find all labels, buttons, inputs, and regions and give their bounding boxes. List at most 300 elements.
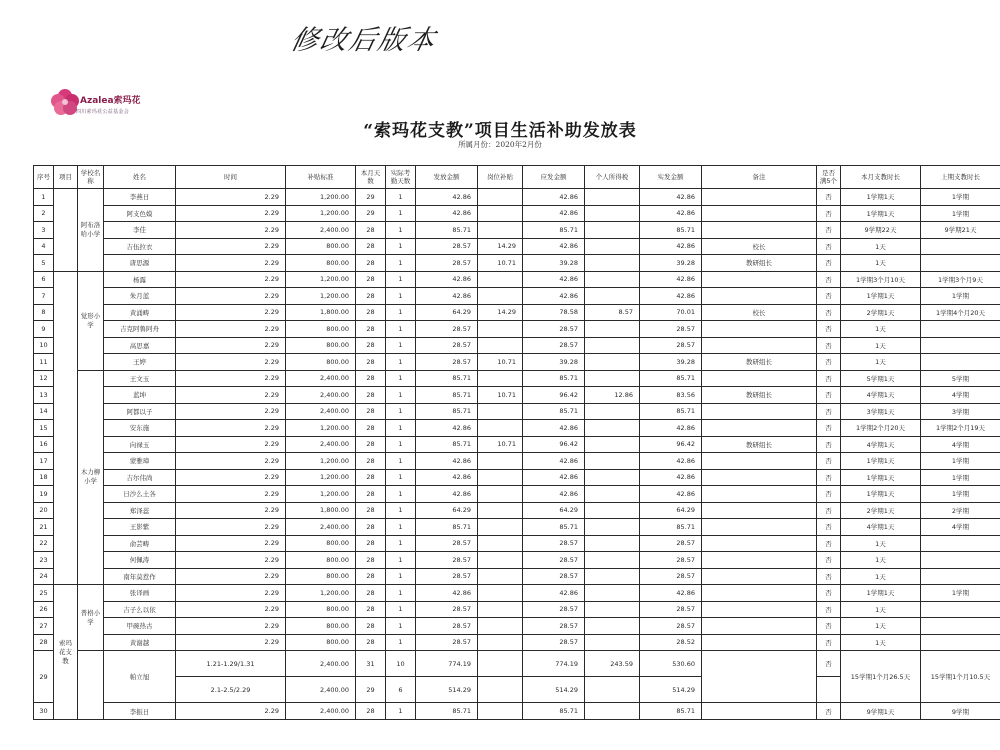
cell-amount: 42.86 (416, 288, 478, 305)
cell-current-duration: 1学期1天 (841, 486, 921, 503)
cell-post-subsidy (478, 568, 523, 585)
col-header: 补贴标准 (286, 166, 356, 189)
cell-name: 向禄玉 (104, 436, 176, 453)
cell-prev-duration: 1学期 (921, 585, 1000, 602)
cell-current-duration: 5学期1天 (841, 370, 921, 387)
cell-attendance: 1 (386, 370, 416, 387)
cell-due: 42.86 (523, 288, 585, 305)
col-header: 姓名 (104, 166, 176, 189)
cell-net: 42.86 (640, 238, 702, 255)
cell-due: 42.86 (523, 189, 585, 206)
col-header: 上期支教时长 (921, 166, 1000, 189)
cell-prev-duration (921, 618, 1000, 635)
cell-school: 木力柳小学 (78, 370, 104, 585)
table-row (34, 255, 1000, 272)
cell-tax: 8.57 (585, 304, 640, 321)
cell-standard: 800.00 (286, 354, 356, 371)
cell-standard: 1,200.00 (286, 453, 356, 470)
cell-current-duration: 4学期1天 (841, 436, 921, 453)
cell-amount: 85.71 (416, 222, 478, 239)
cell-school (78, 651, 104, 720)
cell-standard: 2,400.00 (286, 222, 356, 239)
cell-tax (585, 634, 640, 651)
cell-month-days: 28 (356, 420, 386, 437)
cell-name: 王影紫 (104, 519, 176, 536)
cell-net: 42.86 (640, 271, 702, 288)
cell-five-months: 否 (817, 370, 841, 387)
col-header: 是否满5个 (817, 166, 841, 189)
cell-five-months: 否 (817, 585, 841, 602)
table-row (34, 288, 1000, 305)
cell-month-days: 28 (356, 354, 386, 371)
col-header: 实际考勤天数 (386, 166, 416, 189)
cell-five-months: 否 (817, 255, 841, 272)
cell-post-subsidy (478, 585, 523, 602)
cell-amount: 28.57 (416, 552, 478, 569)
cell-five-months (817, 677, 841, 703)
cell-attendance: 1 (386, 601, 416, 618)
cell-attendance: 1 (386, 321, 416, 338)
cell-name: 张译画 (104, 585, 176, 602)
cell-net: 28.57 (640, 552, 702, 569)
cell-index: 16 (34, 436, 54, 453)
table-row (34, 519, 1000, 536)
cell-standard: 1,200.00 (286, 205, 356, 222)
cell-due: 514.29 (523, 677, 585, 703)
cell-attendance: 1 (386, 205, 416, 222)
table-body (34, 189, 1000, 720)
cell-current-duration: 2学期1天 (841, 502, 921, 519)
cell-index: 4 (34, 238, 54, 255)
cell-due: 85.71 (523, 519, 585, 536)
cell-name: 黄谢越 (104, 634, 176, 651)
cell-standard: 800.00 (286, 255, 356, 272)
cell-attendance: 1 (386, 354, 416, 371)
cell-five-months: 否 (817, 486, 841, 503)
cell-amount: 64.29 (416, 304, 478, 321)
cell-index: 30 (34, 703, 54, 720)
cell-index: 2 (34, 205, 54, 222)
cell-time: 2.29 (176, 618, 286, 635)
cell-month-days: 28 (356, 370, 386, 387)
cell-note: 教研组长 (702, 354, 817, 371)
logo-brand: Azalea索玛花 (80, 96, 141, 106)
cell-name: 蓝坤 (104, 387, 176, 404)
cell-month-days: 28 (356, 552, 386, 569)
cell-net: 85.71 (640, 370, 702, 387)
cell-time: 2.29 (176, 354, 286, 371)
cell-due: 28.57 (523, 618, 585, 635)
cell-name: 王婷 (104, 354, 176, 371)
cell-tax (585, 222, 640, 239)
cell-index: 20 (34, 502, 54, 519)
cell-month-days: 28 (356, 519, 386, 536)
cell-school: 普格小学 (78, 585, 104, 651)
cell-name: 朱月蓝 (104, 288, 176, 305)
cell-attendance: 1 (386, 453, 416, 470)
cell-due: 85.71 (523, 403, 585, 420)
cell-tax (585, 618, 640, 635)
cell-note (702, 271, 817, 288)
cell-current-duration: 1天 (841, 618, 921, 635)
cell-due: 39.28 (523, 354, 585, 371)
cell-month-days: 31 (356, 651, 386, 677)
cell-post-subsidy (478, 321, 523, 338)
cell-attendance: 1 (386, 568, 416, 585)
cell-attendance: 1 (386, 552, 416, 569)
cell-net: 83.56 (640, 387, 702, 404)
cell-due: 28.57 (523, 535, 585, 552)
cell-note (702, 205, 817, 222)
cell-current-duration: 15学期1个月26.5天 (841, 651, 921, 703)
cell-time: 2.29 (176, 436, 286, 453)
cell-amount: 85.71 (416, 370, 478, 387)
cell-index: 5 (34, 255, 54, 272)
cell-time: 2.29 (176, 502, 286, 519)
cell-five-months: 否 (817, 205, 841, 222)
cell-attendance: 1 (386, 271, 416, 288)
cell-month-days: 28 (356, 255, 386, 272)
cell-standard: 800.00 (286, 321, 356, 338)
cell-prev-duration: 2学期 (921, 502, 1000, 519)
cell-note (702, 453, 817, 470)
cell-prev-duration: 3学期 (921, 403, 1000, 420)
cell-note (702, 403, 817, 420)
cell-attendance: 1 (386, 618, 416, 635)
cell-attendance: 6 (386, 677, 416, 703)
cell-attendance: 1 (386, 403, 416, 420)
cell-amount: 42.86 (416, 189, 478, 206)
table-row (34, 403, 1000, 420)
cell-net: 42.86 (640, 205, 702, 222)
cell-current-duration: 1学期1天 (841, 585, 921, 602)
cell-current-duration: 1天 (841, 634, 921, 651)
cell-note (702, 321, 817, 338)
cell-net: 85.71 (640, 703, 702, 720)
cell-amount: 85.71 (416, 403, 478, 420)
cell-amount: 514.29 (416, 677, 478, 703)
cell-time: 2.29 (176, 420, 286, 437)
cell-prev-duration: 9学期21天 (921, 222, 1000, 239)
cell-net: 42.86 (640, 288, 702, 305)
cell-current-duration: 3学期1天 (841, 403, 921, 420)
cell-five-months: 否 (817, 651, 841, 677)
table-row (34, 469, 1000, 486)
cell-prev-duration (921, 634, 1000, 651)
cell-index: 28 (34, 634, 54, 651)
cell-time: 2.29 (176, 486, 286, 503)
cell-name: 俞芸畴 (104, 535, 176, 552)
cell-five-months: 否 (817, 420, 841, 437)
cell-attendance: 1 (386, 634, 416, 651)
cell-time: 2.29 (176, 321, 286, 338)
cell-due: 85.71 (523, 370, 585, 387)
cell-prev-duration: 15学期1个月10.5天 (921, 651, 1000, 703)
table-row (34, 205, 1000, 222)
cell-index: 21 (34, 519, 54, 536)
cell-prev-duration (921, 535, 1000, 552)
cell-name: 唐思源 (104, 255, 176, 272)
col-header: 备注 (702, 166, 817, 189)
cell-due: 96.42 (523, 387, 585, 404)
cell-amount: 85.71 (416, 703, 478, 720)
cell-tax (585, 585, 640, 602)
cell-due: 64.29 (523, 502, 585, 519)
cell-due: 28.57 (523, 552, 585, 569)
cell-name: 李佳 (104, 222, 176, 239)
cell-index: 17 (34, 453, 54, 470)
cell-prev-duration (921, 321, 1000, 338)
cell-post-subsidy (478, 453, 523, 470)
cell-prev-duration: 4学期 (921, 519, 1000, 536)
cell-standard: 2,400.00 (286, 677, 356, 703)
cell-month-days: 28 (356, 601, 386, 618)
cell-net: 28.57 (640, 321, 702, 338)
cell-amount: 85.71 (416, 436, 478, 453)
cell-standard: 2,400.00 (286, 387, 356, 404)
cell-net: 39.28 (640, 255, 702, 272)
table-row (34, 436, 1000, 453)
cell-standard: 1,200.00 (286, 288, 356, 305)
cell-tax: 243.59 (585, 651, 640, 677)
document-title: “索玛花支教”项目生活补助发放表 (363, 121, 637, 141)
cell-five-months: 否 (817, 519, 841, 536)
cell-net: 28.57 (640, 535, 702, 552)
cell-net: 514.29 (640, 677, 702, 703)
cell-five-months: 否 (817, 601, 841, 618)
cell-current-duration: 1学期1天 (841, 205, 921, 222)
cell-post-subsidy (478, 288, 523, 305)
cell-note: 教研组长 (702, 387, 817, 404)
cell-amount: 42.86 (416, 486, 478, 503)
cell-index: 18 (34, 469, 54, 486)
cell-name: 阿都以子 (104, 403, 176, 420)
cell-net: 85.71 (640, 222, 702, 239)
cell-note (702, 420, 817, 437)
cell-index: 8 (34, 304, 54, 321)
cell-attendance: 1 (386, 703, 416, 720)
cell-name: 甲碗热古 (104, 618, 176, 635)
cell-prev-duration: 1学期 (921, 288, 1000, 305)
cell-attendance: 1 (386, 519, 416, 536)
cell-index: 26 (34, 601, 54, 618)
cell-post-subsidy (478, 601, 523, 618)
cell-index: 11 (34, 354, 54, 371)
cell-tax (585, 255, 640, 272)
cell-tax (585, 436, 640, 453)
cell-time: 2.29 (176, 535, 286, 552)
cell-name: 吉克阿鲁阿舟 (104, 321, 176, 338)
cell-index: 15 (34, 420, 54, 437)
cell-index: 19 (34, 486, 54, 503)
cell-due: 78.58 (523, 304, 585, 321)
cell-time: 2.29 (176, 469, 286, 486)
cell-name: 帕立旭 (104, 651, 176, 703)
cell-amount: 42.86 (416, 271, 478, 288)
cell-month-days: 28 (356, 387, 386, 404)
cell-name: 吉伍拉衣 (104, 238, 176, 255)
cell-month-days: 28 (356, 568, 386, 585)
cell-month-days: 28 (356, 486, 386, 503)
cell-prev-duration: 1学期 (921, 453, 1000, 470)
cell-prev-duration: 1学期2个月19天 (921, 420, 1000, 437)
subsidy-table (33, 165, 1000, 720)
cell-time: 2.29 (176, 238, 286, 255)
cell-note: 校长 (702, 304, 817, 321)
cell-tax (585, 453, 640, 470)
cell-name: 蒙雅璋 (104, 453, 176, 470)
cell-amount: 64.29 (416, 502, 478, 519)
cell-current-duration: 1学期2个月20天 (841, 420, 921, 437)
cell-standard: 2,400.00 (286, 651, 356, 677)
cell-time: 2.29 (176, 271, 286, 288)
cell-prev-duration: 9学期 (921, 703, 1000, 720)
cell-time: 1.21-1.29/1.31 (176, 651, 286, 677)
cell-due: 42.86 (523, 238, 585, 255)
cell-tax (585, 568, 640, 585)
cell-tax (585, 337, 640, 354)
cell-time: 2.29 (176, 585, 286, 602)
cell-note (702, 634, 817, 651)
col-header: 项目 (54, 166, 78, 189)
cell-tax (585, 703, 640, 720)
cell-note (702, 486, 817, 503)
cell-current-duration: 1天 (841, 601, 921, 618)
cell-standard: 1,800.00 (286, 304, 356, 321)
cell-post-subsidy: 14.29 (478, 304, 523, 321)
cell-note (702, 535, 817, 552)
cell-note: 教研组长 (702, 255, 817, 272)
table-row (34, 304, 1000, 321)
cell-current-duration: 1天 (841, 321, 921, 338)
cell-attendance: 1 (386, 502, 416, 519)
cell-month-days: 29 (356, 677, 386, 703)
cell-post-subsidy: 10.71 (478, 436, 523, 453)
cell-due: 85.71 (523, 222, 585, 239)
cell-month-days: 28 (356, 337, 386, 354)
cell-current-duration: 1学期3个月10天 (841, 271, 921, 288)
table-row (34, 354, 1000, 371)
cell-post-subsidy (478, 677, 523, 703)
cell-index: 24 (34, 568, 54, 585)
cell-name: 王文玉 (104, 370, 176, 387)
cell-net: 42.86 (640, 189, 702, 206)
cell-standard: 800.00 (286, 568, 356, 585)
cell-due: 42.86 (523, 420, 585, 437)
cell-month-days: 29 (356, 189, 386, 206)
cell-amount: 28.57 (416, 337, 478, 354)
cell-due: 42.86 (523, 205, 585, 222)
cell-name: 何佩涛 (104, 552, 176, 569)
cell-net: 70.01 (640, 304, 702, 321)
cell-tax (585, 601, 640, 618)
cell-five-months: 否 (817, 337, 841, 354)
cell-month-days: 28 (356, 618, 386, 635)
cell-five-months: 否 (817, 703, 841, 720)
cell-time: 2.29 (176, 453, 286, 470)
table-row (34, 502, 1000, 519)
cell-due: 42.86 (523, 453, 585, 470)
cell-index: 29 (34, 651, 54, 703)
cell-attendance: 1 (386, 585, 416, 602)
cell-name: 日沙么土各 (104, 486, 176, 503)
cell-net: 28.57 (640, 568, 702, 585)
cell-amount: 42.86 (416, 469, 478, 486)
cell-prev-duration: 1学期4个月20天 (921, 304, 1000, 321)
cell-post-subsidy (478, 222, 523, 239)
cell-month-days: 28 (356, 238, 386, 255)
cell-current-duration: 4学期1天 (841, 387, 921, 404)
cell-five-months: 否 (817, 502, 841, 519)
cell-month-days: 28 (356, 403, 386, 420)
cell-amount: 28.57 (416, 568, 478, 585)
cell-amount: 28.57 (416, 535, 478, 552)
cell-tax (585, 677, 640, 703)
cell-current-duration: 1天 (841, 552, 921, 569)
cell-net: 28.57 (640, 601, 702, 618)
cell-attendance: 1 (386, 255, 416, 272)
cell-index: 12 (34, 370, 54, 387)
cell-current-duration: 1学期1天 (841, 453, 921, 470)
cell-post-subsidy: 10.71 (478, 354, 523, 371)
col-header: 学校名称 (78, 166, 104, 189)
cell-index: 25 (34, 585, 54, 602)
cell-attendance: 1 (386, 222, 416, 239)
cell-standard: 2,400.00 (286, 703, 356, 720)
cell-five-months: 否 (817, 321, 841, 338)
cell-post-subsidy (478, 486, 523, 503)
cell-attendance: 1 (386, 436, 416, 453)
cell-tax (585, 189, 640, 206)
col-header: 发放金额 (416, 166, 478, 189)
cell-tax (585, 420, 640, 437)
cell-net: 42.86 (640, 469, 702, 486)
cell-index: 10 (34, 337, 54, 354)
cell-name: 李燕日 (104, 189, 176, 206)
cell-net: 28.57 (640, 618, 702, 635)
cell-tax (585, 288, 640, 305)
table-row (34, 703, 1000, 720)
cell-standard: 1,200.00 (286, 585, 356, 602)
table-row (34, 651, 1000, 677)
cell-name: 南年莫惹作 (104, 568, 176, 585)
cell-current-duration: 1学期1天 (841, 469, 921, 486)
cell-standard: 2,400.00 (286, 370, 356, 387)
cell-standard: 1,200.00 (286, 420, 356, 437)
cell-attendance: 1 (386, 420, 416, 437)
cell-name: 高思嘉 (104, 337, 176, 354)
cell-prev-duration (921, 601, 1000, 618)
cell-note (702, 189, 817, 206)
cell-amount: 28.57 (416, 354, 478, 371)
cell-month-days: 28 (356, 304, 386, 321)
cell-due: 774.19 (523, 651, 585, 677)
cell-prev-duration: 1学期 (921, 469, 1000, 486)
cell-tax (585, 271, 640, 288)
cell-index: 27 (34, 618, 54, 635)
cell-net: 28.57 (640, 337, 702, 354)
cell-five-months: 否 (817, 634, 841, 651)
cell-note (702, 568, 817, 585)
cell-post-subsidy (478, 420, 523, 437)
document-subtitle: 所属月份：2020年2月份 (458, 140, 542, 149)
cell-five-months: 否 (817, 552, 841, 569)
cell-name: 李振日 (104, 703, 176, 720)
cell-time: 2.29 (176, 552, 286, 569)
cell-post-subsidy (478, 535, 523, 552)
cell-index: 13 (34, 387, 54, 404)
cell-time: 2.29 (176, 703, 286, 720)
